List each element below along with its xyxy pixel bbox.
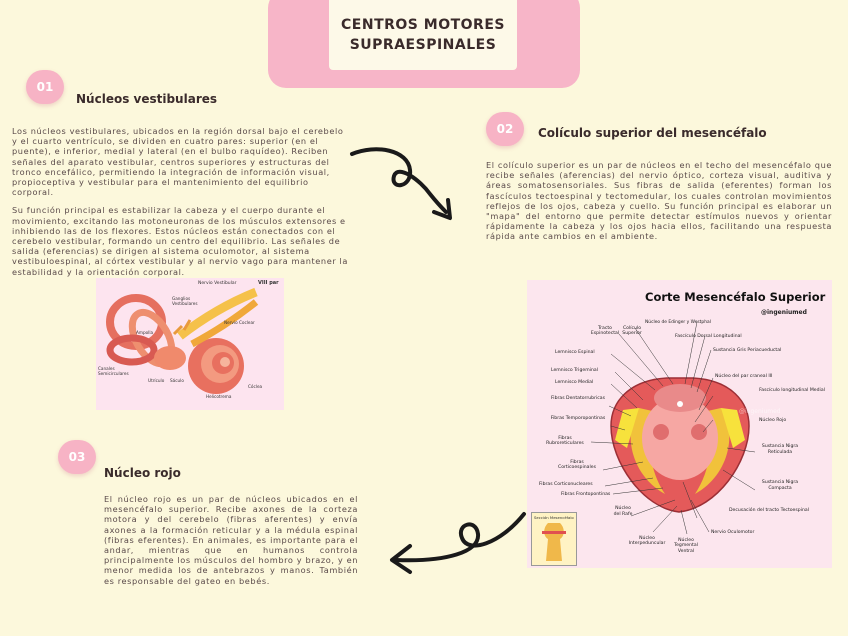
paragraph: Su función principal es estabilizar la cabeza y el cuerpo durante el movimiento, excitando las motoneuronas de los músculos extensores e inhibiendo las de los flexores. Estos núcleos están conectados con el cerebelo vestibular, formando un centro del equilibrio. Las señales de salida (eferencias) se dirigen al sistema oculomotor, al sistema vestibuloespinal, al córtex vestibular y al nervio vago para mantener la estabilidad y la orientación corporal.: [12, 205, 349, 277]
section-heading: Colículo superior del mesencéfalo: [538, 126, 767, 140]
label-ganglios-vestibulares: Ganglios Vestibulares: [172, 296, 198, 306]
section-number-badge: [486, 112, 524, 146]
label-nucleo-tegmental-ventral: Núcleo Tegmental Ventral: [674, 538, 698, 554]
label-nucleo-edinger-westphal: Núcleo de Edinger y Westphal: [645, 320, 711, 325]
page-title: [341, 15, 505, 55]
label-fibras-corticonucleares: Fibras Corticonucleares: [539, 482, 593, 487]
label-fibras-dentatorrubricas: Fibras Dentatorrubricas: [551, 396, 605, 401]
mesencefalo-figure: [527, 280, 832, 568]
curved-arrow-icon: [346, 140, 458, 226]
label-tracto-espinotectal: Tracto Espinotectal: [590, 326, 620, 337]
label-sustancia-gris-periacueductal: Sustancia Gris Periacueductal: [713, 348, 782, 353]
label-coclea: Cóclea: [248, 384, 263, 389]
label-nervio-oculomotor: Nervio Oculomotor: [711, 530, 755, 535]
figure-watermark: @ingeniumed: [739, 408, 781, 415]
label-nucleo-del-rafe: Núcleo del Rafe: [613, 506, 633, 517]
section-number: 02: [496, 122, 514, 136]
label-lemnisco-trigeminal: Lemnisco Trigeminal: [551, 368, 598, 373]
paragraph: Los núcleos vestibulares, ubicados en la región dorsal bajo el cerebelo y el cuarto ventrículo, se dividen en cuatro pares: superior (en el puente), e inferior, medial y lateral (en el bulbo raquídeo). Reciben señales del aparato vestibular, centros superiores y estructuras del tronco encefálico, permitiendo la integración de información visual, propioceptiva y vestibular para el mantenimiento del equilibrio corporal.: [12, 126, 344, 198]
label-nucleo-rojo: Núcleo Rojo: [759, 418, 787, 423]
section-heading: Núcleo rojo: [104, 466, 181, 480]
section-number-badge: [26, 70, 64, 104]
inset-label: Sección Mesencéfalo: [534, 515, 574, 520]
label-sustancia-nigra-compacta: Sustancia Nigra Compacta: [761, 480, 799, 491]
inner-ear-figure: [96, 278, 284, 410]
vestibule: [154, 346, 186, 370]
label-sustancia-nigra-reticulada: Sustancia Nigra Reticulada: [761, 444, 799, 455]
section-body: [104, 494, 358, 586]
section-body: [12, 126, 352, 277]
label-fasciculo-dorsal-longitudinal: Fascículo Dorsal Longitudinal: [675, 334, 742, 339]
cochlea-apex: [220, 357, 230, 367]
inset-figure: [531, 512, 577, 566]
label-lemnisco-medial: Lemnisco Medial: [555, 380, 594, 385]
label-fasciculo-longitudinal-medial: Fascículo longitudinal Medial: [759, 388, 825, 393]
label-nucleo-interpeduncular: Núcleo Interpeduncular: [628, 536, 666, 547]
label-canales-semicirculares: Canales Semicirculares: [98, 366, 129, 376]
curved-arrow-icon: [382, 504, 530, 580]
section-heading: Núcleos vestibulares: [76, 92, 218, 106]
title-line-1: CENTROS MOTORES: [341, 17, 505, 33]
label-lemnisco-espinal: Lemnisco Espinal: [555, 350, 595, 355]
label-fibras-corticoespinales: Fibras Corticoespinales: [558, 460, 596, 471]
label-fibras-temporopontinas: Fibras Temporopontinas: [550, 416, 606, 421]
section-number: 03: [68, 450, 86, 464]
label-ampolla: Ampolla: [136, 330, 154, 335]
semicircular-canal: [110, 338, 154, 362]
paragraph: El núcleo rojo es un par de núcleos ubicados en el mesencéfalo superior. Recibe axones de la corteza motora y del cerebelo (fibras aferentes) y envía axones a la formación reticular y a la médula espinal (fibras eferentes). En animales, es importante para el andar, mientras que en humanos controla principalmente los músculos del hombro y brazo, y en menor medida los de antebrazos y manos. También es responsable del gateo en bebés.: [104, 494, 358, 586]
label-saculo: Sáculo: [170, 378, 184, 383]
section-number-badge: [58, 440, 96, 474]
figure-title: Corte Mesencéfalo Superior: [645, 290, 826, 304]
label-viii-par: VIII par: [258, 280, 279, 286]
section-body: [486, 160, 832, 242]
title-line-2: SUPRAESPINALES: [349, 37, 497, 53]
label-coliculo-superior: Colículo Superior: [622, 326, 642, 337]
label-nervio-coclear: Nervio Coclear: [224, 320, 255, 325]
label-fibras-frontopontinas: Fibras Frontopontinas: [561, 492, 611, 497]
label-utriculo: Utrículo: [148, 378, 165, 383]
title-card: [329, 0, 517, 70]
label-nucleo-par-craneal-iii: Núcleo del par craneal III: [715, 374, 773, 379]
label-fibras-rubroreticulares: Fibras Rubroreticulares: [546, 436, 584, 447]
label-nervio-vestibular: Nervio Vestibular: [198, 281, 237, 286]
label-helicotrema: Helicotrema: [206, 394, 232, 399]
section-number: 01: [36, 80, 54, 94]
paragraph: El colículo superior es un par de núcleos en el techo del mesencéfalo que recibe señales (aferencias) del nervio óptico, corteza visual, auditiva y áreas somatosensoriales. Sus fibras de salida (eferentes) forman los fascículos tectoespinal y tectomedular, los cuales controlan movimientos reflejos de los ojos, cabeza y cuello. Su función principal es elaborar un "mapa" del entorno que permite detectar estímulos nuevos y orientar rápidamente la cabeza y los ojos hacia ellos, facilitando una respuesta rápida ante cambios en el ambiente.: [486, 160, 832, 242]
brainstem-inset-icon: [538, 521, 570, 563]
label-decusacion-tectoespinal: Decusación del tracto Tectoespinal: [729, 508, 809, 513]
figure-handle: @ingeniumed: [761, 309, 807, 316]
